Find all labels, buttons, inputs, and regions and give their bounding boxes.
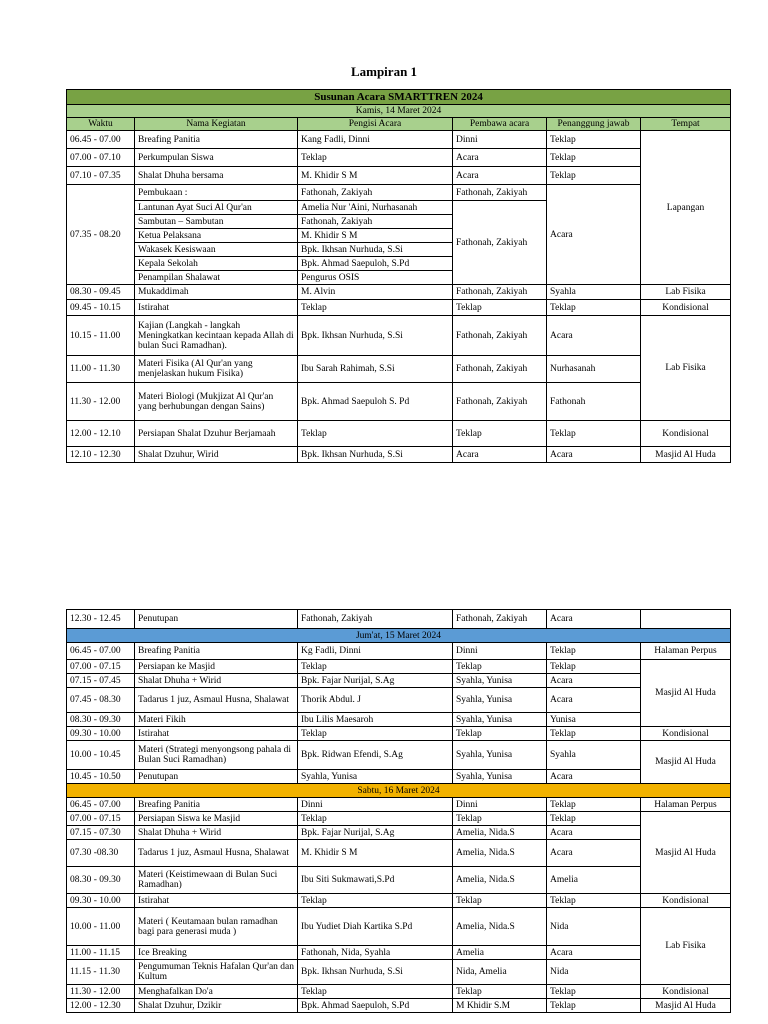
pembawa-cell: Dinni (453, 798, 547, 812)
pj-cell: Acara (547, 770, 641, 784)
table-row (67, 985, 731, 999)
pembawa-cell: Amelia, Nida.S (453, 908, 547, 946)
table-row (67, 131, 731, 149)
day-label: Jum'at, 15 Maret 2024 (67, 629, 731, 643)
pengisi-cell: Bpk. Fajar Nurijal, S.Ag (298, 674, 453, 688)
kegiatan-cell: Sambutan – Sambutan (135, 215, 298, 229)
kegiatan-cell: Shalat Dzuhur, Dzikir (135, 999, 298, 1013)
table-banner: Susunan Acara SMARTTREN 2024 (67, 90, 731, 105)
table-row (67, 713, 731, 727)
pj-cell: Acara (547, 840, 641, 867)
pj-cell: Fathonah (547, 383, 641, 421)
pembawa-cell: Acara (453, 447, 547, 463)
waktu-cell: 11.30 - 12.00 (67, 985, 135, 999)
pengisi-cell: Fathonah, Zakiyah (298, 185, 453, 201)
kegiatan-cell: Tadarus 1 juz, Asmaul Husna, Shalawat (135, 840, 298, 867)
table-row (67, 908, 731, 946)
pj-cell: Teklap (547, 149, 641, 167)
pembawa-cell: Nida, Amelia (453, 960, 547, 985)
tempat-cell: Masjid Al Huda (641, 447, 731, 463)
waktu-cell: 07.10 - 07.35 (67, 167, 135, 185)
waktu-cell: 09.45 - 10.15 (67, 300, 135, 316)
pembawa-cell: Fathonah, Zakiyah (453, 610, 547, 629)
waktu-cell: 11.15 - 11.30 (67, 960, 135, 985)
pembawa-cell: M Khidir S.M (453, 999, 547, 1013)
kegiatan-cell: Materi ( Keutamaan bulan ramadhan bagi para generasi muda ) (135, 908, 298, 946)
tempat-cell: Kondisional (641, 727, 731, 741)
table-row (67, 421, 731, 447)
pengisi-cell: Kg Fadli, Dinni (298, 643, 453, 660)
pj-cell: Acara (547, 610, 641, 629)
pembawa-cell: Teklap (453, 812, 547, 826)
pembawa-cell: Syahla, Yunisa (453, 741, 547, 770)
table-row (67, 356, 731, 383)
waktu-cell: 07.35 - 08.20 (67, 185, 135, 285)
table-row (67, 867, 731, 894)
waktu-cell: 11.30 - 12.00 (67, 383, 135, 421)
pembawa-cell: Amelia, Nida.S (453, 867, 547, 894)
kegiatan-cell: Shalat Dzuhur, Wirid (135, 447, 298, 463)
pj-cell: Teklap (547, 421, 641, 447)
table-row (67, 316, 731, 356)
schedule-table-1 (66, 89, 731, 463)
pembawa-cell: Dinni (453, 131, 547, 149)
pengisi-cell: Bpk. Ridwan Efendi, S.Ag (298, 741, 453, 770)
pengisi-cell: Fathonah, Zakiyah (298, 215, 453, 229)
tempat-cell: Halaman Perpus (641, 798, 731, 812)
waktu-cell: 12.10 - 12.30 (67, 447, 135, 463)
pembawa-cell: Acara (453, 149, 547, 167)
pembawa-cell: Dinni (453, 643, 547, 660)
table-row (67, 674, 731, 688)
pembawa-cell: Teklap (453, 421, 547, 447)
table-row (67, 447, 731, 463)
pembawa-cell: Syahla, Yunisa (453, 688, 547, 713)
pj-cell: Teklap (547, 660, 641, 674)
tempat-cell: Lab Fisika (641, 908, 731, 985)
pengisi-cell: Ibu Siti Sukmawati,S.Pd (298, 867, 453, 894)
pengisi-cell: Teklap (298, 894, 453, 908)
pj-cell: Teklap (547, 798, 641, 812)
kegiatan-cell: Persiapan Siswa ke Masjid (135, 812, 298, 826)
tempat-cell: Masjid Al Huda (641, 999, 731, 1013)
pengisi-cell: Teklap (298, 421, 453, 447)
pembawa-cell: Fathonah, Zakiyah (453, 285, 547, 300)
kegiatan-cell: Kajian (Langkah - langkah Meningkatkan kecintaan kepada Allah di bulan Suci Ramadhan). (135, 316, 298, 356)
pj-cell: Nurhasanah (547, 356, 641, 383)
kegiatan-cell: Istirahat (135, 894, 298, 908)
kegiatan-cell: Tadarus 1 juz, Asmaul Husna, Shalawat (135, 688, 298, 713)
pj-cell: Amelia (547, 867, 641, 894)
pengisi-cell: Kang Fadli, Dinni (298, 131, 453, 149)
pembawa-cell: Teklap (453, 300, 547, 316)
kegiatan-cell: Lantunan Ayat Suci Al Qur'an (135, 201, 298, 215)
pj-cell: Teklap (547, 894, 641, 908)
pj-cell: Acara (547, 688, 641, 713)
header-cell: Pembawa acara (453, 118, 547, 131)
pengisi-cell: M. Khidir S M (298, 229, 453, 243)
kegiatan-cell: Perkumpulan Siswa (135, 149, 298, 167)
pengisi-cell: Ibu Yudiet Diah Kartika S.Pd (298, 908, 453, 946)
waktu-cell: 06.45 - 07.00 (67, 131, 135, 149)
pembawa-cell: Syahla, Yunisa (453, 713, 547, 727)
pengisi-cell: M. Khidir S M (298, 840, 453, 867)
pembawa-cell: Syahla, Yunisa (453, 674, 547, 688)
waktu-cell: 07.00 - 07.15 (67, 660, 135, 674)
table-row (67, 167, 731, 185)
waktu-cell: 10.00 - 11.00 (67, 908, 135, 946)
pj-cell: Nida (547, 908, 641, 946)
pengisi-cell: Bpk. Ahmad Saepuloh, S.Pd (298, 257, 453, 271)
tempat-cell: Lapangan (641, 131, 731, 285)
waktu-cell: 12.30 - 12.45 (67, 610, 135, 629)
table-row (67, 610, 731, 629)
table-row (67, 660, 731, 674)
kegiatan-cell: Penutupan (135, 610, 298, 629)
table-row (67, 643, 731, 660)
pengisi-cell: Teklap (298, 985, 453, 999)
pembawa-cell: Teklap (453, 894, 547, 908)
waktu-cell: 08.30 - 09.30 (67, 713, 135, 727)
tempat-cell: Lab Fisika (641, 285, 731, 300)
waktu-cell: 07.00 - 07.15 (67, 812, 135, 826)
kegiatan-cell: Ice Breaking (135, 946, 298, 960)
pj-cell: Syahla (547, 285, 641, 300)
kegiatan-cell: Ketua Pelaksana (135, 229, 298, 243)
waktu-cell: 12.00 - 12.10 (67, 421, 135, 447)
waktu-cell: 11.00 - 11.30 (67, 356, 135, 383)
pj-cell: Acara (547, 826, 641, 840)
kegiatan-cell: Istirahat (135, 727, 298, 741)
tempat-cell: Masjid Al Huda (641, 812, 731, 894)
table-row (67, 826, 731, 840)
waktu-cell: 09.30 - 10.00 (67, 894, 135, 908)
tempat-cell: Kondisional (641, 894, 731, 908)
pj-cell: Teklap (547, 643, 641, 660)
table-row (67, 688, 731, 713)
pj-cell: Teklap (547, 727, 641, 741)
waktu-cell: 10.00 - 10.45 (67, 741, 135, 770)
waktu-cell: 09.30 - 10.00 (67, 727, 135, 741)
header-cell: Nama Kegiatan (135, 118, 298, 131)
pembawa-cell: Amelia (453, 946, 547, 960)
table-row (67, 285, 731, 300)
pengisi-cell: Amelia Nur 'Aini, Nurhasanah (298, 201, 453, 215)
pengisi-cell: Bpk. Ikhsan Nurhuda, S.Si (298, 316, 453, 356)
day-row (67, 629, 731, 643)
pj-cell: Teklap (547, 300, 641, 316)
pembawa-cell: Teklap (453, 660, 547, 674)
tempat-cell (641, 610, 731, 629)
day-row (67, 784, 731, 798)
pj-cell: Teklap (547, 167, 641, 185)
pj-cell: Acara (547, 185, 641, 285)
pembawa-cell: Fathonah, Zakiyah (453, 356, 547, 383)
pembawa-cell: Fathonah, Zakiyah (453, 383, 547, 421)
table-row (67, 812, 731, 826)
pengisi-cell: Ibu Lilis Maesaroh (298, 713, 453, 727)
waktu-cell: 12.00 - 12.30 (67, 999, 135, 1013)
waktu-cell: 10.45 - 10.50 (67, 770, 135, 784)
header-cell: Tempat (641, 118, 731, 131)
header-row (67, 118, 731, 131)
waktu-cell: 10.15 - 11.00 (67, 316, 135, 356)
table-row (67, 185, 731, 201)
waktu-cell: 07.15 - 07.45 (67, 674, 135, 688)
pengisi-cell: Teklap (298, 812, 453, 826)
kegiatan-cell: Materi Fisika (Al Qur'an yang menjelaskan hukum Fisika) (135, 356, 298, 383)
pengisi-cell: Ibu Sarah Rahimah, S.Si (298, 356, 453, 383)
pembawa-cell: Teklap (453, 985, 547, 999)
pj-cell: Teklap (547, 131, 641, 149)
tempat-cell: Kondisional (641, 985, 731, 999)
tempat-cell: Masjid Al Huda (641, 741, 731, 784)
pembawa-cell: Fathonah, Zakiyah (453, 185, 547, 201)
table-row (67, 840, 731, 867)
table-row (67, 894, 731, 908)
pj-cell: Teklap (547, 812, 641, 826)
kegiatan-cell: Mukaddimah (135, 285, 298, 300)
pengisi-cell: Bpk. Ikhsan Nurhuda, S.Si (298, 960, 453, 985)
kegiatan-cell: Persiapan Shalat Dzuhur Berjamaah (135, 421, 298, 447)
waktu-cell: 11.00 - 11.15 (67, 946, 135, 960)
header-cell: Waktu (67, 118, 135, 131)
pengisi-cell: Bpk. Ikhsan Nurhuda, S.Si (298, 243, 453, 257)
pembawa-cell: Amelia, Nida.S (453, 840, 547, 867)
kegiatan-cell: Shalat Dhuha bersama (135, 167, 298, 185)
day-row (67, 105, 731, 118)
kegiatan-cell: Penutupan (135, 770, 298, 784)
day-label: Kamis, 14 Maret 2024 (67, 105, 731, 118)
pengisi-cell: Bpk. Ahmad Saepuloh S. Pd (298, 383, 453, 421)
kegiatan-cell: Shalat Dhuha + Wirid (135, 674, 298, 688)
pengisi-cell: Teklap (298, 727, 453, 741)
table-row (67, 300, 731, 316)
pembawa-cell: Syahla, Yunisa (453, 770, 547, 784)
tempat-cell: Lab Fisika (641, 316, 731, 421)
kegiatan-cell: Materi (Strategi menyongsong pahala di Bulan Suci Ramadhan) (135, 741, 298, 770)
table-row (67, 741, 731, 770)
pengisi-cell: M. Khidir S M (298, 167, 453, 185)
table-row (67, 727, 731, 741)
pengisi-cell: Thorik Abdul. J (298, 688, 453, 713)
schedule-table-2 (66, 609, 731, 1013)
day-label: Sabtu, 16 Maret 2024 (67, 784, 731, 798)
kegiatan-cell: Shalat Dhuha + Wirid (135, 826, 298, 840)
waktu-cell: 07.30 -08.30 (67, 840, 135, 867)
pengisi-cell: Teklap (298, 660, 453, 674)
pembawa-cell: Amelia, Nida.S (453, 826, 547, 840)
waktu-cell: 07.45 - 08.30 (67, 688, 135, 713)
pembawa-cell: Fathonah, Zakiyah (453, 201, 547, 285)
pj-cell: Yunisa (547, 713, 641, 727)
kegiatan-cell: Kepala Sekolah (135, 257, 298, 271)
kegiatan-cell: Penampilan Shalawat (135, 271, 298, 285)
table-row (67, 770, 731, 784)
pengisi-cell: M. Alvin (298, 285, 453, 300)
header-cell: Pengisi Acara (298, 118, 453, 131)
waktu-cell: 06.45 - 07.00 (67, 798, 135, 812)
tempat-cell: Kondisional (641, 421, 731, 447)
waktu-cell: 07.00 - 07.10 (67, 149, 135, 167)
table-row (67, 960, 731, 985)
kegiatan-cell: Materi (Keistimewaan di Bulan Suci Ramadhan) (135, 867, 298, 894)
tempat-cell: Kondisional (641, 300, 731, 316)
kegiatan-cell: Breafing Panitia (135, 798, 298, 812)
table-banner-row (67, 90, 731, 105)
pj-cell: Acara (547, 316, 641, 356)
table-row (67, 383, 731, 421)
kegiatan-cell: Pembukaan : (135, 185, 298, 201)
kegiatan-cell: Pengumuman Teknis Hafalan Qur'an dan Kultum (135, 960, 298, 985)
pengisi-cell: Fathonah, Nida, Syahla (298, 946, 453, 960)
kegiatan-cell: Breafing Panitia (135, 643, 298, 660)
pj-cell: Acara (547, 946, 641, 960)
page-title: Lampiran 1 (350, 64, 418, 79)
pengisi-cell: Teklap (298, 300, 453, 316)
header-cell: Penanggung jawab (547, 118, 641, 131)
waktu-cell: 08.30 - 09.45 (67, 285, 135, 300)
tempat-cell: Masjid Al Huda (641, 660, 731, 727)
pembawa-cell: Acara (453, 167, 547, 185)
kegiatan-cell: Persiapan ke Masjid (135, 660, 298, 674)
kegiatan-cell: Materi Fikih (135, 713, 298, 727)
kegiatan-cell: Wakasek Kesiswaan (135, 243, 298, 257)
pengisi-cell: Teklap (298, 149, 453, 167)
pengisi-cell: Syahla, Yunisa (298, 770, 453, 784)
tempat-cell: Halaman Perpus (641, 643, 731, 660)
pj-cell: Nida (547, 960, 641, 985)
pengisi-cell: Bpk. Fajar Nurijal, S.Ag (298, 826, 453, 840)
pj-cell: Teklap (547, 999, 641, 1013)
waktu-cell: 06.45 - 07.00 (67, 643, 135, 660)
waktu-cell: 07.15 - 07.30 (67, 826, 135, 840)
table-row (67, 946, 731, 960)
pengisi-cell: Dinni (298, 798, 453, 812)
pj-cell: Syahla (547, 741, 641, 770)
table-row (67, 999, 731, 1013)
table-row (67, 149, 731, 167)
pj-cell: Acara (547, 447, 641, 463)
pengisi-cell: Bpk. Ikhsan Nurhuda, S.Si (298, 447, 453, 463)
kegiatan-cell: Menghafalkan Do'a (135, 985, 298, 999)
kegiatan-cell: Breafing Panitia (135, 131, 298, 149)
kegiatan-cell: Materi Biologi (Mukjizat Al Qur'an yang berhubungan dengan Sains) (135, 383, 298, 421)
pj-cell: Teklap (547, 985, 641, 999)
pengisi-cell: Pengurus OSIS (298, 271, 453, 285)
kegiatan-cell: Istirahat (135, 300, 298, 316)
table-row (67, 798, 731, 812)
pembawa-cell: Fathonah, Zakiyah (453, 316, 547, 356)
pembawa-cell: Teklap (453, 727, 547, 741)
pj-cell: Acara (547, 674, 641, 688)
pengisi-cell: Bpk. Ahmad Saepuloh, S.Pd (298, 999, 453, 1013)
waktu-cell: 08.30 - 09.30 (67, 867, 135, 894)
pengisi-cell: Fathonah, Zakiyah (298, 610, 453, 629)
